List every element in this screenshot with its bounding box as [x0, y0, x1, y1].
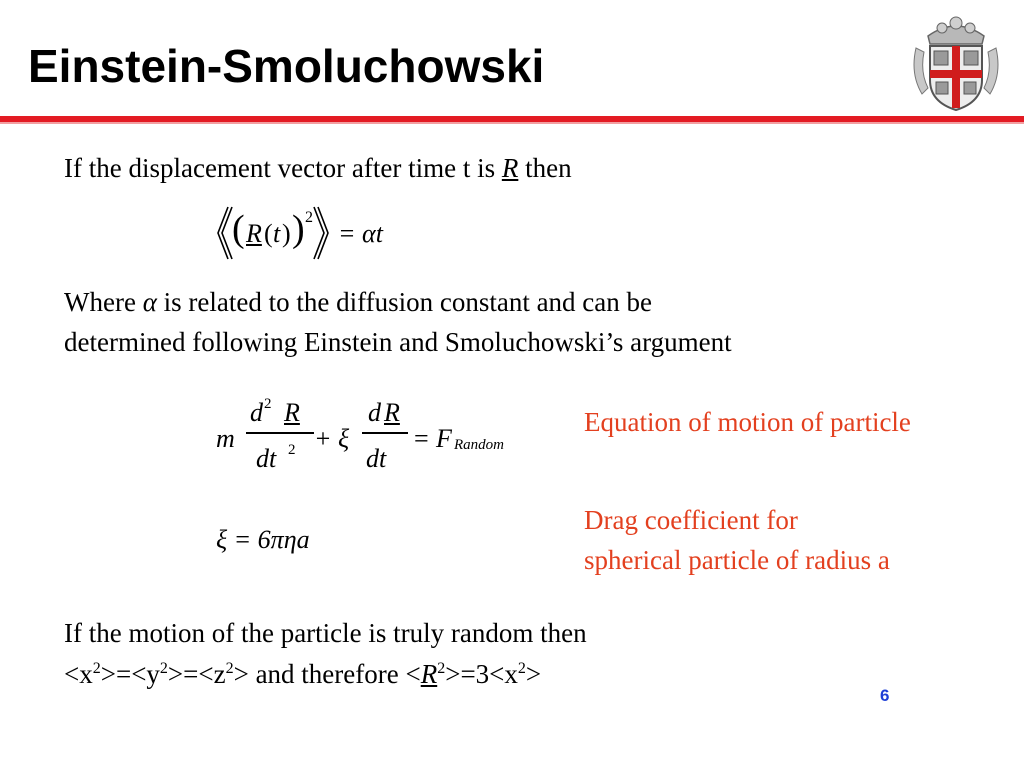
motion-d-sq: 2 [264, 396, 272, 412]
random-y-sup: 2 [159, 660, 168, 677]
intro-prefix: If the displacement vector after time t is [64, 153, 502, 183]
random-line-2 [64, 654, 541, 694]
where-line-1-rest: is related to the diffusion constant and can be [156, 287, 653, 317]
where-line-1 [64, 282, 652, 322]
alpha-symbol: α [142, 287, 157, 317]
drag-label-line-2: spherical particle of radius a [584, 545, 890, 575]
equation-of-motion-label: Equation of motion of particle [584, 407, 911, 437]
fraction-bar-2 [362, 432, 408, 434]
random-y: >=<y [100, 659, 160, 689]
left-angle-bracket-icon [214, 205, 234, 261]
paren-inner-close: ) [282, 219, 291, 248]
msd-exponent: 2 [305, 209, 313, 226]
motion-equals: = [414, 424, 429, 453]
motion-equation [216, 396, 526, 486]
random-therefore: > and therefore < [233, 659, 421, 689]
random-z: >=<z [167, 659, 226, 689]
paren-inner-open: ( [264, 219, 273, 248]
motion-d-2: d [368, 398, 381, 427]
motion-dt-sq: 2 [288, 442, 296, 458]
where-line-2: determined following Einstein and Smoluchowski’s argument [64, 327, 732, 357]
motion-dt-1: dt [256, 444, 277, 473]
slide-title: Einstein-Smoluchowski [28, 40, 545, 92]
random-3x: >=3<x [445, 659, 518, 689]
msd-R: R [246, 219, 262, 248]
intro-line [64, 148, 572, 188]
random-x: <x [64, 659, 93, 689]
intro-suffix: then [518, 153, 572, 183]
page-number: 6 [880, 686, 890, 705]
fraction-bar-1 [246, 432, 314, 434]
motion-m: m [216, 424, 235, 453]
where-prefix: Where [64, 287, 143, 317]
motion-d: d [250, 398, 263, 427]
random-z-sup: 2 [225, 660, 234, 677]
paren-open: ( [232, 208, 245, 250]
random-close: > [525, 659, 542, 689]
motion-F-subscript: Random [454, 437, 504, 453]
msd-rhs: = αt [338, 219, 383, 248]
motion-dt-2: dt [366, 444, 387, 473]
paren-close: ) [292, 208, 305, 250]
motion-F: F [436, 424, 452, 453]
drag-label-line-1: Drag coefficient for [584, 505, 798, 535]
intro-vector: R [501, 153, 519, 183]
random-3x-sup: 2 [517, 660, 526, 677]
university-crest-icon [912, 14, 1000, 114]
random-R-sup: 2 [437, 660, 446, 677]
random-x-sup: 2 [92, 660, 101, 677]
title-rule-shadow [0, 122, 1024, 124]
motion-plus-xi: + ξ [314, 424, 350, 453]
random-R: R [420, 659, 438, 689]
msd-t: t [273, 219, 281, 248]
right-angle-bracket-icon [312, 205, 332, 261]
motion-R-2: R [384, 398, 400, 427]
drag-equation: ξ = 6πηa [216, 525, 310, 554]
random-line-1: If the motion of the particle is truly random then [64, 618, 587, 648]
motion-R-1: R [284, 398, 300, 427]
